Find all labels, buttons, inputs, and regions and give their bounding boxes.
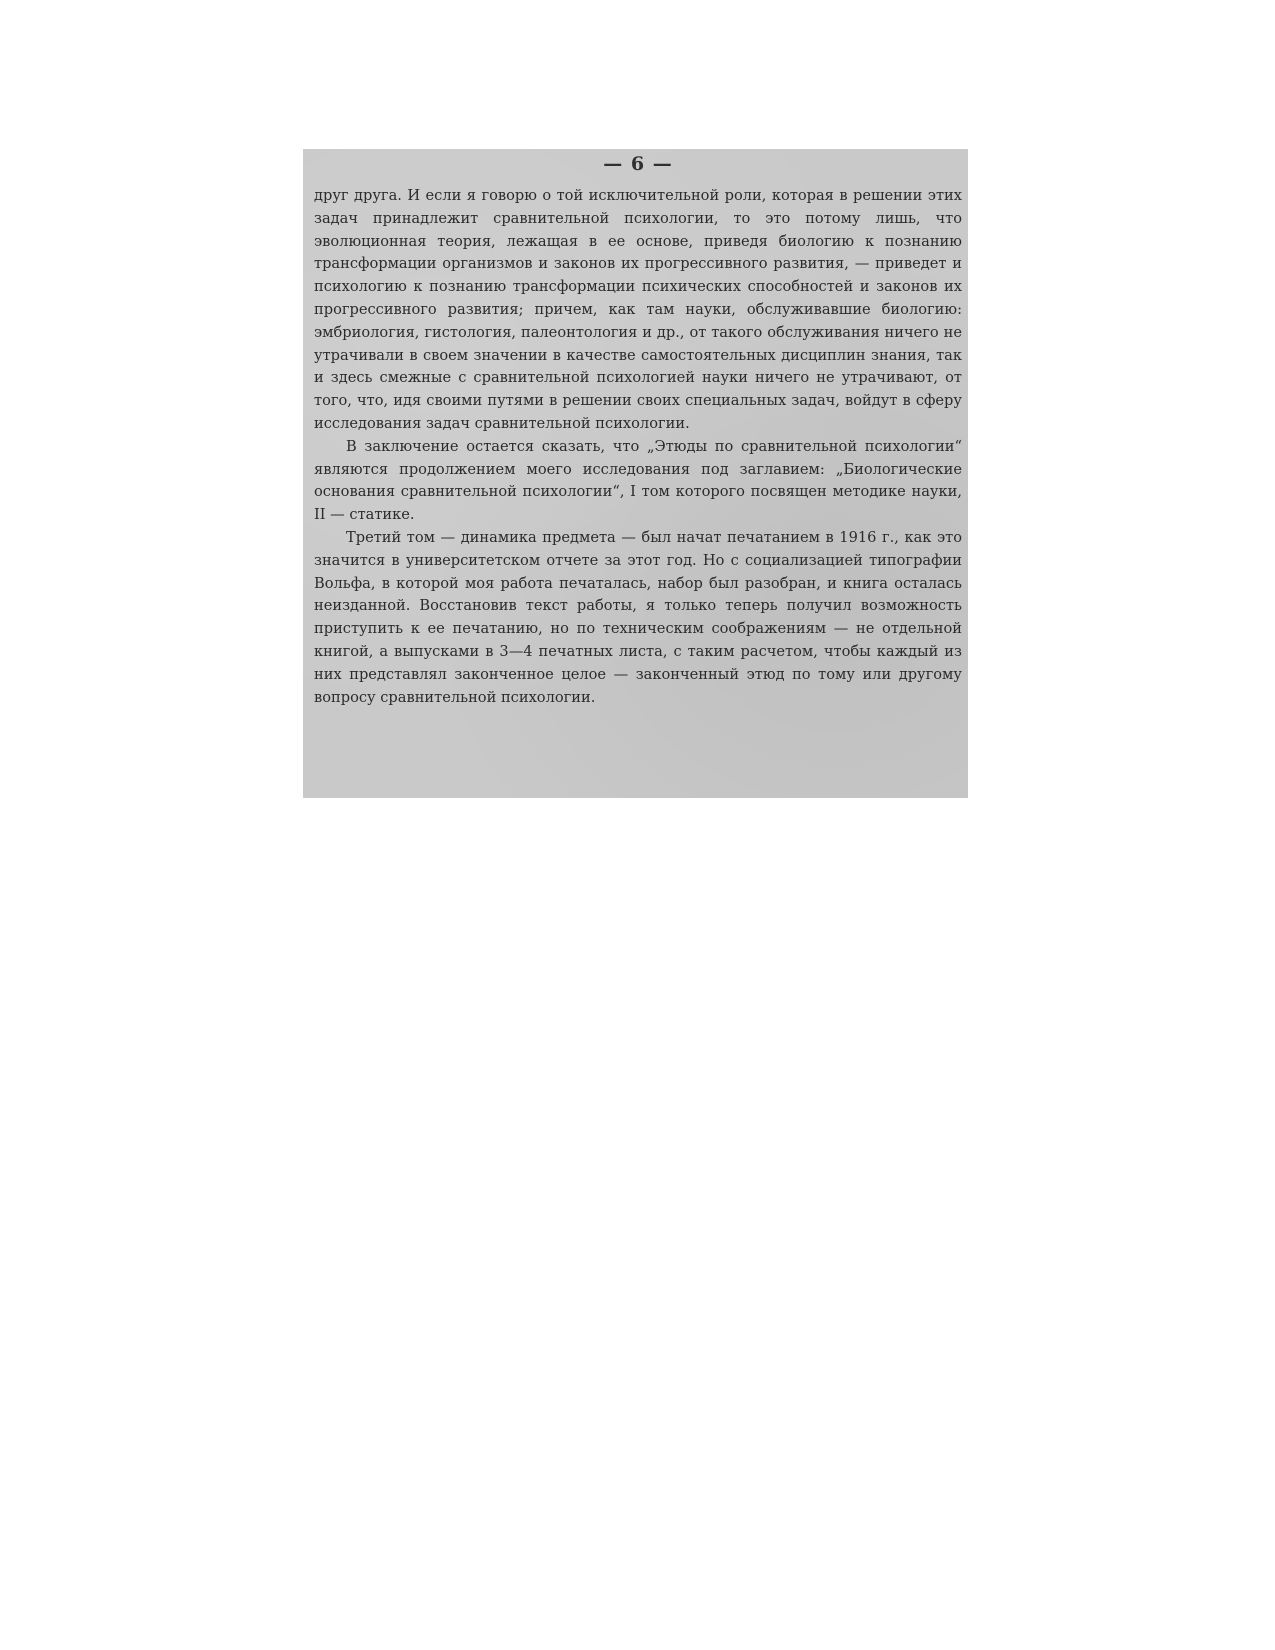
scanned-page (303, 149, 968, 798)
paragraph-conclusion: В заключение остается сказать, что „Этюды по сравнительной психологии“ являются продолжением моего исследования под заглавием: „Биологические основания сравнительной психологии“, I том которого посвящен методике науки, II — статике. (314, 437, 962, 524)
paragraph-third-volume: Третий том — динамика предмета — был начат печатанием в 1916 г., как это значится в университетском отчете за этот год. Но с социализацией типографии Вольфа, в которой моя работа печаталась, набор был разобран, и книга осталась неизданной. Восстановив текст работы, я только теперь получил возможность приступить к ее печатанию, но по техническим соображениям — не отдельной книгой, а выпусками в 3—4 печатных листа, с таким расчетом, чтобы каждый из них представлял законченное целое — законченный этюд по тому или другому вопросу сравнительной психологии. (314, 528, 962, 706)
paragraph-continuation: друг друга. И если я говорю о той исключительной роли, которая в решении этих задач принадлежит сравнительной психологии, то это потому лишь, что эволюционная теория, лежащая в ее основе, приведя биологию к познанию трансформации организмов и законов их прогрессивного развития, — приведет и психологию к познанию трансформации психических способностей и законов их прогрессивного развития; причем, как там науки, обслуживавшие биологию: эмбриология, гистология, палеонтология и др., от такого обслуживания ничего не утрачивали в своем значении в качестве самостоятельных дисциплин знания, так и здесь смежные с сравнительной психологией науки ничего не утрачивают, от того, что, идя своими путями в решении своих специальных задач, войдут в сферу исследования задач сравнительной психологии. (314, 187, 962, 432)
page-number: — 6 — (603, 153, 673, 175)
body-text (314, 185, 962, 709)
